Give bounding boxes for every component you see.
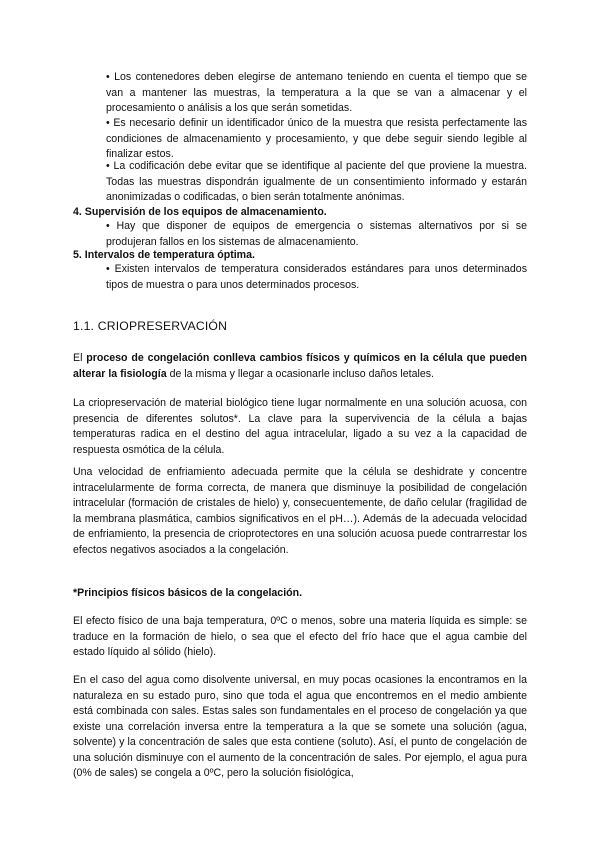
bullet-containers: • Los contenedores deben elegirse de antemano teniendo en cuenta el tiempo que se van a mantener las muestras, la temperatura a la que se van a almacenar y el procesamiento o análisis a los que serán sometidas. <box>106 71 527 114</box>
para-cooling-rate: Una velocidad de enfriamiento adecuada permite que la célula se deshidrate y concentre intracelularmente de forma correcta, de manera que disminuye la posibilidad de congelación intracelular (formación de cristales de hielo) y, consecuentemente, de daño celular (fragilidad de la membrana plasmática, cambios significativos en el pH…). Además de la adecuada velocidad de enfriamiento, la presencia de crioprotectores en una solución acuosa puede contrarrestar los efectos negativos asociados a la congelación. <box>73 466 527 556</box>
item5-heading: 5. Intervalos de temperatura óptima. <box>73 249 255 261</box>
item5-bullet: • Existen intervalos de temperatura considerados estándares para unos determinados tipos de muestra o para unos determinados procesos. <box>106 263 527 291</box>
item4-heading: 4. Supervisión de los equipos de almacenamiento. <box>73 206 327 218</box>
para-intro-post: de la misma y llegar a ocasionarle incluso daños letales. <box>166 367 434 380</box>
para-water-salts: En el caso del agua como disolvente universal, en muy pocas ocasiones la encontramos en la naturaleza en su estado puro, sino que toda el agua que encontremos en el medio ambiente está combinada con sales. Estas sales son fundamentales en el proceso de congelación ya que existe una correlación inversa entre la temperatura a la que se somete una solución (agua, solvente) y la concentración de sales que esta contiene (soluto). Así, el punto de congelación de una solución disminuye con el aumento de la concentración de sales. Por ejemplo, el agua pura (0% de sales) se congela a 0ºC, pero la solución fisiológica, <box>73 674 527 779</box>
para-low-temperature: El efecto físico de una baja temperatura, 0ºC o menos, sobre una materia líquida es simple: se traduce en la formación de hielo, o sea que el efecto del frío hace que el agua cambie del estado líquido al sólido (hielo). <box>73 615 527 658</box>
bullet-codification: • La codificación debe evitar que se identifique al paciente del que proviene la muestra. Todas las muestras dispondrán igualmente de un consentimiento informado y estarán anonimizadas o codificadas, o bien serán totalmente anónimas. <box>106 160 527 203</box>
bullet-identifier: • Es necesario definir un identificador único de la muestra que resista perfectamente las condiciones de almacenamiento y procesamiento, y que debe seguir siendo legible al finalizar estos. <box>106 117 527 160</box>
para-intro <box>73 351 527 382</box>
para-intro-pre: El <box>73 352 87 364</box>
para-intro-bold: proceso de congelación conlleva cambios físicos y químicos en la célula que pueden alterar la fisiología <box>73 352 527 380</box>
section-title: 1.1. CRIOPRESERVACIÓN <box>73 319 228 333</box>
para-cryopreservation: La criopreservación de material biológico tiene lugar normalmente en una solución acuosa, con presencia de diferentes solutos*. La clave para la supervivencia de la célula a bajas temperaturas radica en el destino del agua intracelular, ligado a su vez a la capacidad de respuesta osmótica de la célula. <box>73 397 527 456</box>
item4-bullet: • Hay que disponer de equipos de emergencia o sistemas alternativos por si se produjeran fallos en los sistemas de almacenamiento. <box>106 220 527 248</box>
subheading-physics: *Principios físicos básicos de la congelación. <box>73 587 303 599</box>
